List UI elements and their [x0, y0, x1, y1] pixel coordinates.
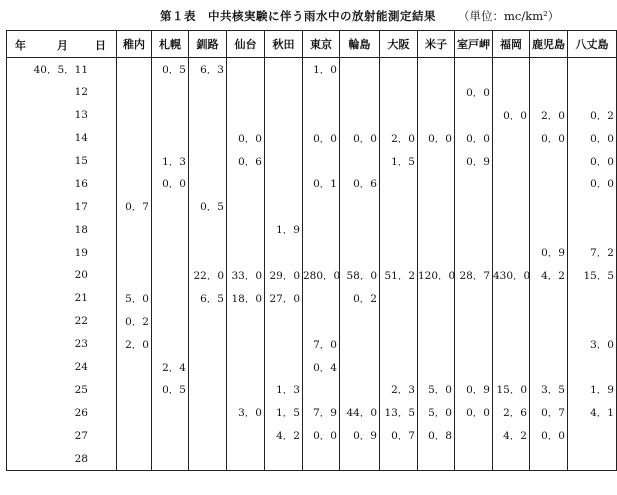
value-cell	[152, 241, 189, 264]
value-cell: 0．6	[227, 150, 265, 173]
value-cell: 0．7	[530, 401, 568, 424]
value-cell: 0．0	[303, 424, 340, 447]
value-cell	[493, 287, 530, 310]
table-body	[7, 58, 617, 471]
radioactivity-table	[6, 30, 617, 471]
value-cell	[493, 218, 530, 241]
value-cell	[530, 81, 568, 104]
value-cell: 0．8	[418, 424, 455, 447]
value-cell: 28．7	[455, 264, 493, 287]
value-cell: 2．4	[152, 356, 189, 379]
value-cell	[227, 356, 265, 379]
value-cell	[530, 218, 568, 241]
value-cell: 51．2	[380, 264, 418, 287]
value-cell	[189, 378, 227, 401]
value-cell: 2．0	[117, 333, 152, 356]
value-cell	[380, 172, 418, 195]
value-cell	[493, 241, 530, 264]
value-cell: 15．0	[493, 378, 530, 401]
value-cell	[380, 447, 418, 470]
value-cell	[265, 447, 303, 470]
value-cell: 0．2	[340, 287, 380, 310]
value-cell: 0．7	[380, 424, 418, 447]
table-row	[7, 310, 617, 333]
table-row	[7, 356, 617, 379]
station-header: 室戸岬	[455, 31, 493, 58]
value-cell	[117, 172, 152, 195]
table-row	[7, 447, 617, 470]
value-cell	[418, 195, 455, 218]
value-cell: 2．3	[380, 378, 418, 401]
value-cell: 44．0	[340, 401, 380, 424]
value-cell	[227, 447, 265, 470]
value-cell: 4．2	[493, 424, 530, 447]
value-cell: 6．3	[189, 58, 227, 81]
value-cell	[189, 333, 227, 356]
value-cell: 120．0	[418, 264, 455, 287]
value-cell	[117, 218, 152, 241]
value-cell: 29．0	[265, 264, 303, 287]
value-cell	[340, 150, 380, 173]
value-cell: 7．2	[568, 241, 617, 264]
value-cell: 1．5	[265, 401, 303, 424]
value-cell	[117, 424, 152, 447]
value-cell	[418, 447, 455, 470]
table-row	[7, 333, 617, 356]
value-cell	[303, 218, 340, 241]
value-cell	[152, 195, 189, 218]
value-cell	[380, 333, 418, 356]
value-cell	[189, 172, 227, 195]
value-cell: 3．5	[530, 378, 568, 401]
value-cell	[380, 241, 418, 264]
value-cell	[418, 241, 455, 264]
date-cell: 26	[7, 401, 117, 424]
value-cell	[189, 401, 227, 424]
date-cell: 23	[7, 333, 117, 356]
value-cell	[152, 401, 189, 424]
value-cell: 27．0	[265, 287, 303, 310]
value-cell: 2．0	[530, 104, 568, 127]
value-cell	[418, 172, 455, 195]
value-cell	[189, 424, 227, 447]
value-cell: 0．0	[493, 104, 530, 127]
value-cell	[117, 127, 152, 150]
value-cell	[455, 333, 493, 356]
value-cell: 1．9	[265, 218, 303, 241]
value-cell	[455, 424, 493, 447]
value-cell	[380, 356, 418, 379]
value-cell: 0．6	[340, 172, 380, 195]
value-cell: 5．0	[418, 378, 455, 401]
value-cell	[189, 241, 227, 264]
value-cell	[568, 195, 617, 218]
value-cell	[265, 333, 303, 356]
value-cell	[152, 104, 189, 127]
value-cell: 0．0	[340, 127, 380, 150]
value-cell: 5．0	[418, 401, 455, 424]
value-cell	[189, 81, 227, 104]
value-cell: 1．0	[303, 58, 340, 81]
value-cell: 7．9	[303, 401, 340, 424]
value-cell	[493, 172, 530, 195]
value-cell	[340, 356, 380, 379]
value-cell	[530, 172, 568, 195]
value-cell: 0．0	[455, 401, 493, 424]
value-cell	[265, 195, 303, 218]
station-header: 八丈島	[568, 31, 617, 58]
value-cell: 33．0	[227, 264, 265, 287]
value-cell: 6．5	[189, 287, 227, 310]
value-cell	[265, 58, 303, 81]
value-cell: 0．1	[303, 172, 340, 195]
value-cell: 2．6	[493, 401, 530, 424]
value-cell	[117, 378, 152, 401]
value-cell	[227, 172, 265, 195]
value-cell	[303, 378, 340, 401]
value-cell	[152, 81, 189, 104]
value-cell	[455, 310, 493, 333]
station-header: 大阪	[380, 31, 418, 58]
value-cell: 0．9	[455, 150, 493, 173]
value-cell: 4．1	[568, 401, 617, 424]
value-cell	[117, 150, 152, 173]
value-cell	[117, 241, 152, 264]
value-cell	[152, 447, 189, 470]
value-cell: 22．0	[189, 264, 227, 287]
value-cell	[189, 150, 227, 173]
value-cell: 0．0	[568, 127, 617, 150]
value-cell	[265, 356, 303, 379]
value-cell	[117, 104, 152, 127]
value-cell	[227, 378, 265, 401]
value-cell: 0．0	[152, 172, 189, 195]
value-cell: 5．0	[117, 287, 152, 310]
value-cell	[493, 150, 530, 173]
value-cell: 1．9	[568, 378, 617, 401]
station-header: 秋田	[265, 31, 303, 58]
value-cell	[152, 127, 189, 150]
value-cell: 0．4	[303, 356, 340, 379]
date-cell: 22	[7, 310, 117, 333]
value-cell	[455, 356, 493, 379]
value-cell	[530, 356, 568, 379]
value-cell: 0．0	[455, 81, 493, 104]
table-row	[7, 424, 617, 447]
value-cell	[380, 287, 418, 310]
date-cell: 40．5．11	[7, 58, 117, 81]
value-cell	[418, 58, 455, 81]
value-cell: 0．0	[568, 150, 617, 173]
value-cell: 0．0	[418, 127, 455, 150]
date-cell: 18	[7, 218, 117, 241]
station-header: 仙台	[227, 31, 265, 58]
station-header: 東京	[303, 31, 340, 58]
value-cell	[265, 310, 303, 333]
value-cell	[189, 127, 227, 150]
value-cell	[189, 447, 227, 470]
value-cell	[189, 104, 227, 127]
value-cell	[568, 310, 617, 333]
value-cell: 15．5	[568, 264, 617, 287]
value-cell: 2．0	[380, 127, 418, 150]
year-header: 年	[15, 39, 26, 52]
date-cell: 15	[7, 150, 117, 173]
date-cell: 24	[7, 356, 117, 379]
value-cell: 0．2	[568, 104, 617, 127]
value-cell	[152, 287, 189, 310]
value-cell	[227, 104, 265, 127]
value-cell	[189, 356, 227, 379]
date-cell: 17	[7, 195, 117, 218]
value-cell	[303, 241, 340, 264]
value-cell	[340, 310, 380, 333]
table-row	[7, 287, 617, 310]
value-cell: 7．0	[303, 333, 340, 356]
value-cell	[568, 424, 617, 447]
value-cell	[418, 81, 455, 104]
value-cell: 0．5	[152, 378, 189, 401]
value-cell	[227, 218, 265, 241]
value-cell	[380, 195, 418, 218]
value-cell	[340, 104, 380, 127]
value-cell	[117, 58, 152, 81]
table-row	[7, 195, 617, 218]
value-cell	[227, 195, 265, 218]
value-cell	[493, 195, 530, 218]
value-cell	[455, 287, 493, 310]
value-cell: 0．9	[530, 241, 568, 264]
table-row	[7, 150, 617, 173]
value-cell	[493, 58, 530, 81]
value-cell	[227, 58, 265, 81]
value-cell	[568, 81, 617, 104]
table-row	[7, 264, 617, 287]
value-cell: 58．0	[340, 264, 380, 287]
station-header: 稚内	[117, 31, 152, 58]
value-cell	[418, 333, 455, 356]
value-cell	[530, 310, 568, 333]
value-cell	[340, 218, 380, 241]
value-cell: 0．7	[117, 195, 152, 218]
value-cell	[568, 287, 617, 310]
table-row	[7, 378, 617, 401]
station-header: 釧路	[189, 31, 227, 58]
value-cell	[152, 218, 189, 241]
value-cell	[265, 127, 303, 150]
value-cell: 280．0	[303, 264, 340, 287]
value-cell	[189, 310, 227, 333]
value-cell: 0．0	[530, 127, 568, 150]
value-cell	[418, 104, 455, 127]
value-cell	[340, 241, 380, 264]
value-cell	[493, 81, 530, 104]
value-cell	[303, 195, 340, 218]
station-header: 福岡	[493, 31, 530, 58]
value-cell	[380, 58, 418, 81]
value-cell	[530, 150, 568, 173]
value-cell	[568, 447, 617, 470]
table-row	[7, 172, 617, 195]
value-cell: 13．5	[380, 401, 418, 424]
month-header: 月	[57, 39, 68, 52]
value-cell	[265, 150, 303, 173]
station-header: 札幌	[152, 31, 189, 58]
value-cell	[303, 447, 340, 470]
day-header: 日	[95, 39, 106, 52]
date-header	[7, 31, 117, 58]
title-bar	[0, 6, 600, 28]
value-cell: 0．9	[455, 378, 493, 401]
value-cell	[340, 58, 380, 81]
value-cell	[493, 127, 530, 150]
value-cell	[455, 218, 493, 241]
value-cell: 0．0	[227, 127, 265, 150]
table-row	[7, 58, 617, 81]
table-row	[7, 81, 617, 104]
value-cell: 18．0	[227, 287, 265, 310]
value-cell	[380, 310, 418, 333]
value-cell	[455, 447, 493, 470]
value-cell: 4．2	[265, 424, 303, 447]
value-cell	[418, 310, 455, 333]
table-row	[7, 104, 617, 127]
value-cell	[117, 264, 152, 287]
value-cell	[152, 264, 189, 287]
value-cell	[340, 447, 380, 470]
date-cell: 25	[7, 378, 117, 401]
value-cell	[493, 447, 530, 470]
station-header: 鹿児島	[530, 31, 568, 58]
value-cell	[227, 241, 265, 264]
value-cell	[303, 310, 340, 333]
table-row	[7, 218, 617, 241]
value-cell: 0．0	[530, 424, 568, 447]
value-cell	[340, 378, 380, 401]
value-cell	[189, 218, 227, 241]
value-cell	[455, 172, 493, 195]
value-cell	[265, 104, 303, 127]
value-cell: 0．2	[117, 310, 152, 333]
date-cell: 12	[7, 81, 117, 104]
value-cell: 1．5	[380, 150, 418, 173]
value-cell	[227, 333, 265, 356]
table-title: 第１表 中共核実験に伴う雨水中の放射能測定結果	[160, 9, 436, 23]
date-cell: 19	[7, 241, 117, 264]
value-cell	[380, 218, 418, 241]
value-cell	[455, 241, 493, 264]
value-cell	[303, 287, 340, 310]
value-cell	[455, 104, 493, 127]
value-cell	[340, 333, 380, 356]
value-cell: 3．0	[227, 401, 265, 424]
value-cell	[530, 287, 568, 310]
value-cell: 0．9	[340, 424, 380, 447]
value-cell: 0．0	[303, 127, 340, 150]
unit-label: （単位：mc/km²）	[458, 9, 560, 23]
station-header: 米子	[418, 31, 455, 58]
value-cell: 0．0	[455, 127, 493, 150]
value-cell: 1．3	[265, 378, 303, 401]
value-cell	[265, 81, 303, 104]
date-cell: 27	[7, 424, 117, 447]
value-cell	[493, 356, 530, 379]
value-cell	[117, 81, 152, 104]
value-cell	[568, 58, 617, 81]
table-row	[7, 127, 617, 150]
value-cell	[227, 310, 265, 333]
value-cell	[455, 195, 493, 218]
value-cell	[380, 104, 418, 127]
value-cell: 0．5	[189, 195, 227, 218]
value-cell	[227, 81, 265, 104]
value-cell: 0．0	[568, 172, 617, 195]
value-cell: 3．0	[568, 333, 617, 356]
value-cell	[418, 356, 455, 379]
value-cell	[493, 310, 530, 333]
value-cell	[530, 447, 568, 470]
value-cell	[117, 401, 152, 424]
value-cell	[418, 218, 455, 241]
value-cell	[265, 172, 303, 195]
value-cell	[568, 356, 617, 379]
value-cell	[303, 104, 340, 127]
value-cell	[380, 81, 418, 104]
value-cell: 430．0	[493, 264, 530, 287]
date-cell: 20	[7, 264, 117, 287]
value-cell	[117, 447, 152, 470]
value-cell	[568, 218, 617, 241]
date-cell: 28	[7, 447, 117, 470]
date-cell: 13	[7, 104, 117, 127]
value-cell	[493, 333, 530, 356]
value-cell	[227, 424, 265, 447]
value-cell	[303, 81, 340, 104]
value-cell	[530, 195, 568, 218]
value-cell	[303, 150, 340, 173]
table-row	[7, 401, 617, 424]
table-row	[7, 241, 617, 264]
station-header: 輪島	[340, 31, 380, 58]
value-cell: 0．5	[152, 58, 189, 81]
value-cell: 1．3	[152, 150, 189, 173]
value-cell	[152, 424, 189, 447]
value-cell	[340, 81, 380, 104]
value-cell	[152, 310, 189, 333]
date-cell: 14	[7, 127, 117, 150]
value-cell	[152, 333, 189, 356]
value-cell	[117, 356, 152, 379]
value-cell	[418, 150, 455, 173]
value-cell: 4．2	[530, 264, 568, 287]
header-row	[7, 31, 617, 58]
value-cell	[265, 241, 303, 264]
value-cell	[340, 195, 380, 218]
value-cell	[530, 333, 568, 356]
value-cell	[418, 287, 455, 310]
value-cell	[455, 58, 493, 81]
date-cell: 16	[7, 172, 117, 195]
value-cell	[530, 58, 568, 81]
date-cell: 21	[7, 287, 117, 310]
